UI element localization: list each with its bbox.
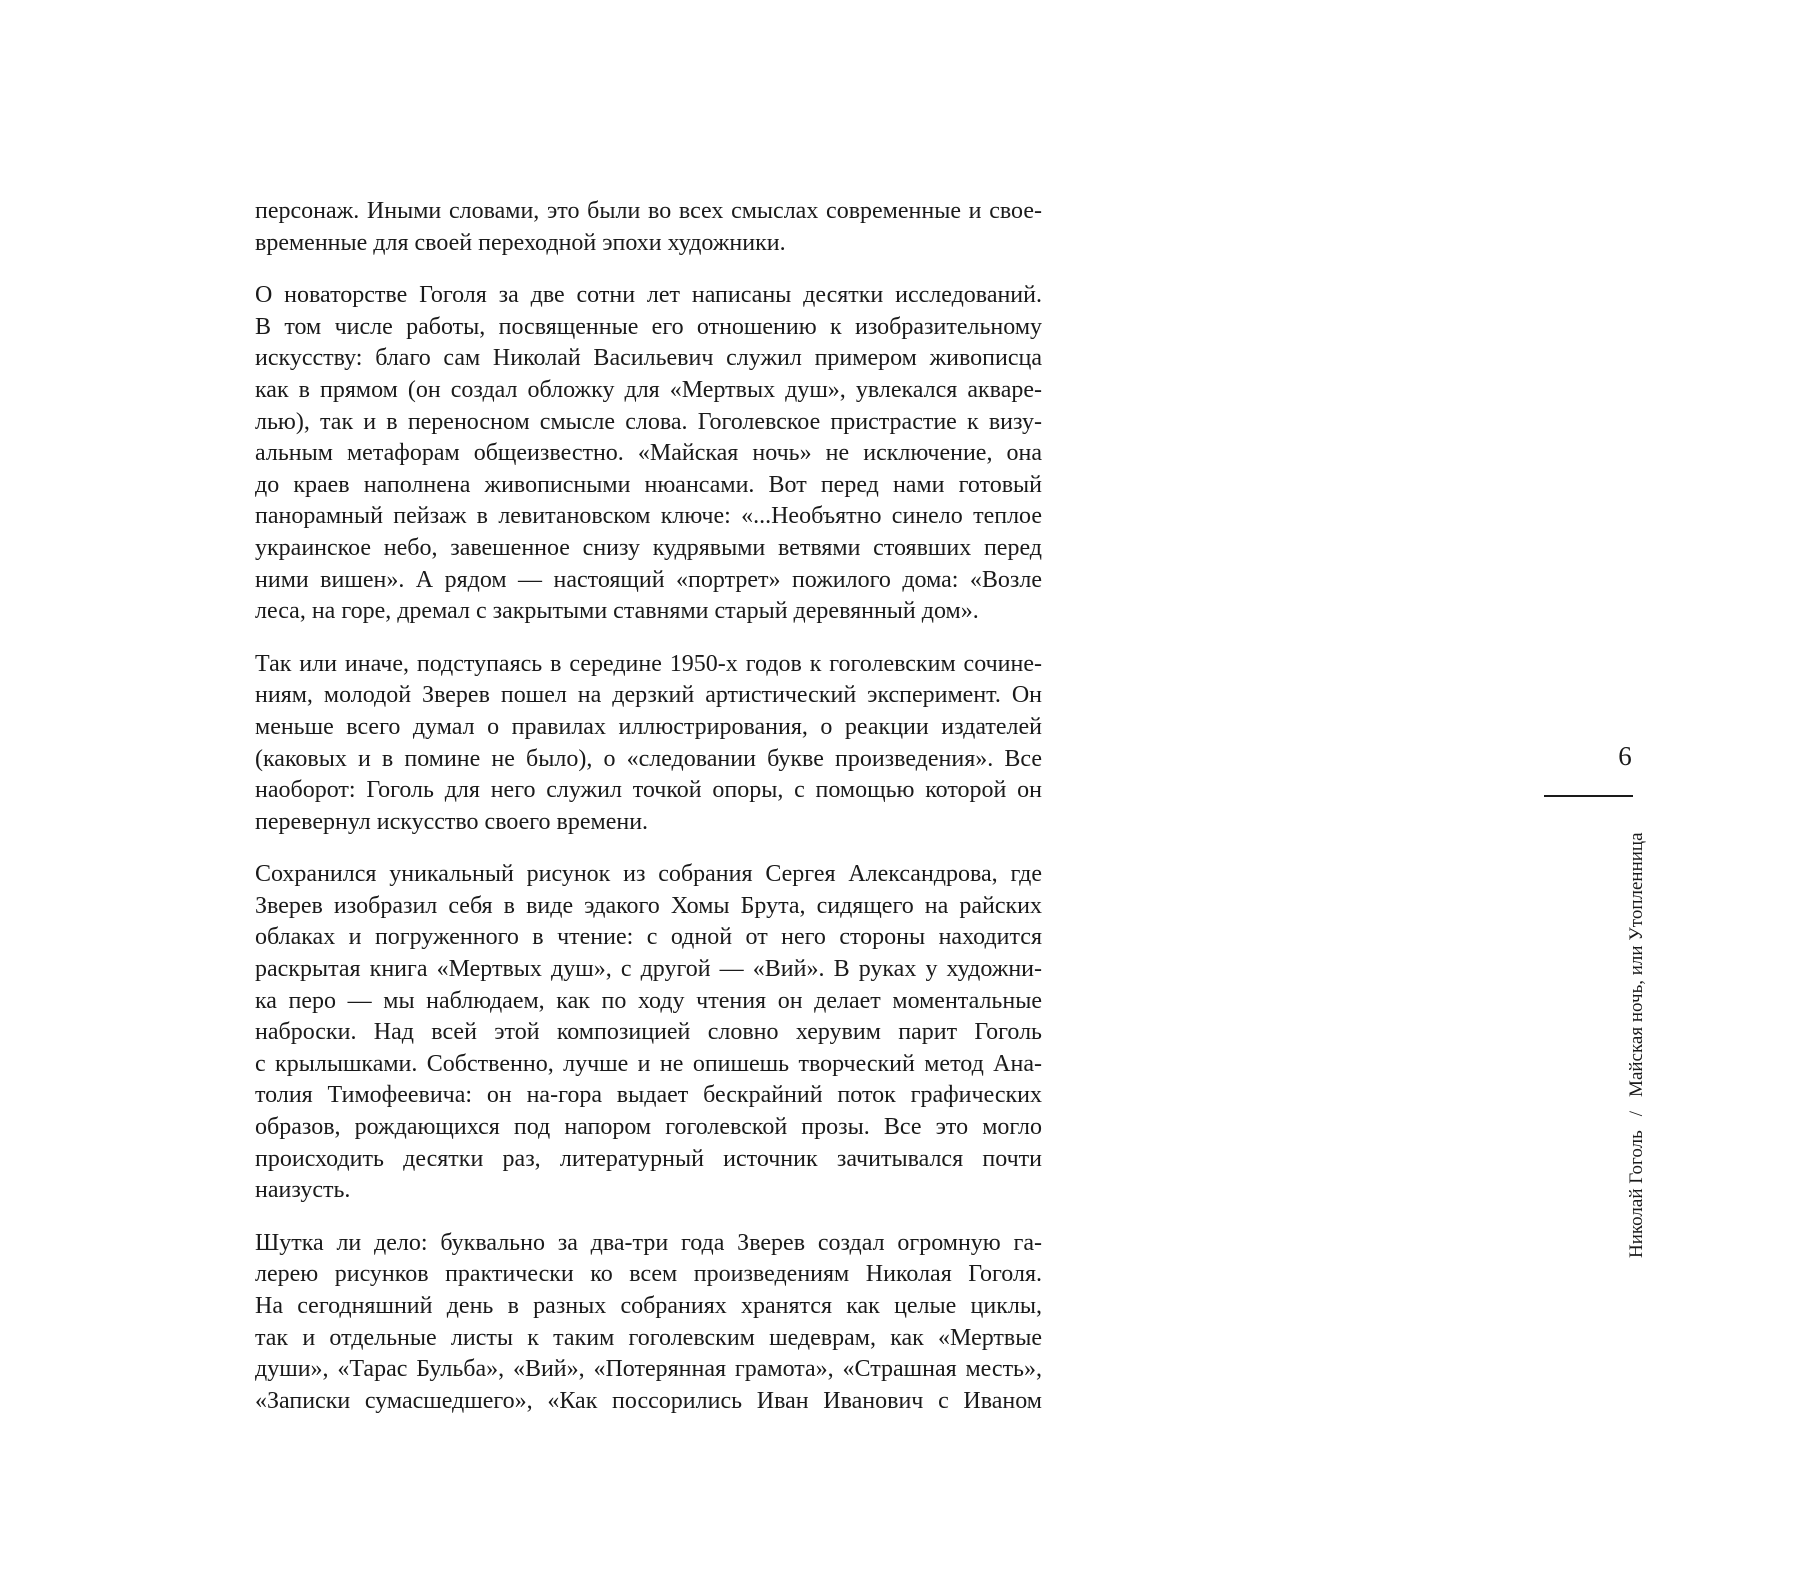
paragraph bbox=[255, 280, 1042, 628]
text-line: перевернул искусство своего времени. bbox=[255, 808, 649, 835]
text-line: души», «Тарас Бульба», «Вий», «Потерянная грамота», «Страшная месть», bbox=[255, 1356, 1042, 1383]
paragraph bbox=[255, 196, 1042, 259]
text-line: образов, рождающихся под напором гоголевской прозы. Все это могло bbox=[255, 1114, 1042, 1141]
text-line: наизусть. bbox=[255, 1177, 351, 1204]
running-head-separator: / bbox=[1626, 1110, 1647, 1117]
text-line: происходить десятки раз, литературный источник зачитывался почти bbox=[255, 1145, 1042, 1172]
text-line: ка перо — мы наблюдаем, как по ходу чтения он делает моментальные bbox=[255, 987, 1042, 1014]
text-line: Так или иначе, подступаясь в середине 1950-х годов к гоголевским сочине- bbox=[255, 650, 1042, 677]
text-line: толия Тимофеевича: он на-гора выдает бескрайний поток графических bbox=[255, 1082, 1042, 1109]
text-line: В том числе работы, посвященные его отношению к изобразительному bbox=[255, 313, 1042, 340]
text-line: так и отдельные листы к таким гоголевским шедеврам, как «Мертвые bbox=[255, 1324, 1042, 1351]
text-line: украинское небо, завешенное снизу кудрявыми ветвями стоявших перед bbox=[255, 534, 1042, 561]
text-line: Зверев изобразил себя в виде эдакого Хомы Брута, сидящего на райских bbox=[255, 892, 1042, 919]
text-line: с крылышками. Собственно, лучше и не опишешь творческий метод Ана- bbox=[255, 1050, 1042, 1077]
text-line: О новаторстве Гоголя за две сотни лет написаны десятки исследований. bbox=[255, 282, 1042, 309]
divider-rule bbox=[1544, 795, 1633, 797]
running-head-title: Майская ночь, или Утопленница bbox=[1626, 832, 1647, 1097]
body-text bbox=[255, 196, 1042, 1438]
paragraph bbox=[255, 1228, 1042, 1418]
running-head-author: Николай Гоголь bbox=[1626, 1130, 1647, 1258]
text-line: временные для своей переходной эпохи художники. bbox=[255, 229, 786, 256]
text-line: персонаж. Иными словами, это были во всех смыслах современные и свое- bbox=[255, 198, 1042, 224]
text-line: искусству: благо сам Николай Васильевич служил примером живописца bbox=[255, 345, 1042, 372]
text-line: На сегодняшний день в разных собраниях хранятся как целые циклы, bbox=[255, 1293, 1042, 1319]
text-line: лью), так и в переносном смысле слова. Гоголевское пристрастие к визу- bbox=[255, 408, 1042, 435]
text-line: ниям, молодой Зверев пошел на дерзкий артистический эксперимент. Он bbox=[255, 682, 1042, 709]
paragraph bbox=[255, 649, 1042, 839]
text-line: ними вишен». А рядом — настоящий «портрет» пожилого дома: «Возле bbox=[255, 566, 1042, 593]
text-line: Сохранился уникальный рисунок из собрания Сергея Александрова, где bbox=[255, 861, 1042, 888]
paragraph bbox=[255, 859, 1042, 1207]
text-line: Шутка ли дело: буквально за два-три года Зверев создал огромную га- bbox=[255, 1229, 1042, 1256]
running-head bbox=[1625, 832, 1649, 1258]
text-line: леса, на горе, дремал с закрытыми ставнями старый деревянный дом». bbox=[255, 598, 979, 625]
text-line: до краев наполнена живописными нюансами. Вот перед нами готовый bbox=[255, 471, 1042, 498]
text-line: облаках и погруженного в чтение: с одной от него стороны находится bbox=[255, 924, 1042, 951]
text-line: (каковых и в помине не было), о «следовании букве произведения». Все bbox=[255, 745, 1042, 772]
text-line: альным метафорам общеизвестно. «Майская ночь» не исключение, она bbox=[255, 440, 1042, 467]
text-line: наоборот: Гоголь для него служил точкой опоры, с помощью которой он bbox=[255, 777, 1042, 804]
text-line: как в прямом (он создал обложку для «Мертвых душ», увлекался акваре- bbox=[255, 376, 1042, 403]
text-line: «Записки сумасшедшего», «Как поссорились Иван Иванович с Иваном bbox=[255, 1387, 1042, 1414]
text-line: наброски. Над всей этой композицией словно херувим парит Гоголь bbox=[255, 1019, 1042, 1046]
text-line: меньше всего думал о правилах иллюстрирования, о реакции издателей bbox=[255, 713, 1042, 740]
text-line: лерею рисунков практически ко всем произведениям Николая Гоголя. bbox=[255, 1261, 1042, 1288]
page-number: 6 bbox=[1618, 741, 1632, 771]
text-line: раскрытая книга «Мертвых душ», с другой — «Вий». В руках у художни- bbox=[255, 956, 1042, 983]
text-line: панорамный пейзаж в левитановском ключе: «...Необъятно синело теплое bbox=[255, 503, 1042, 530]
